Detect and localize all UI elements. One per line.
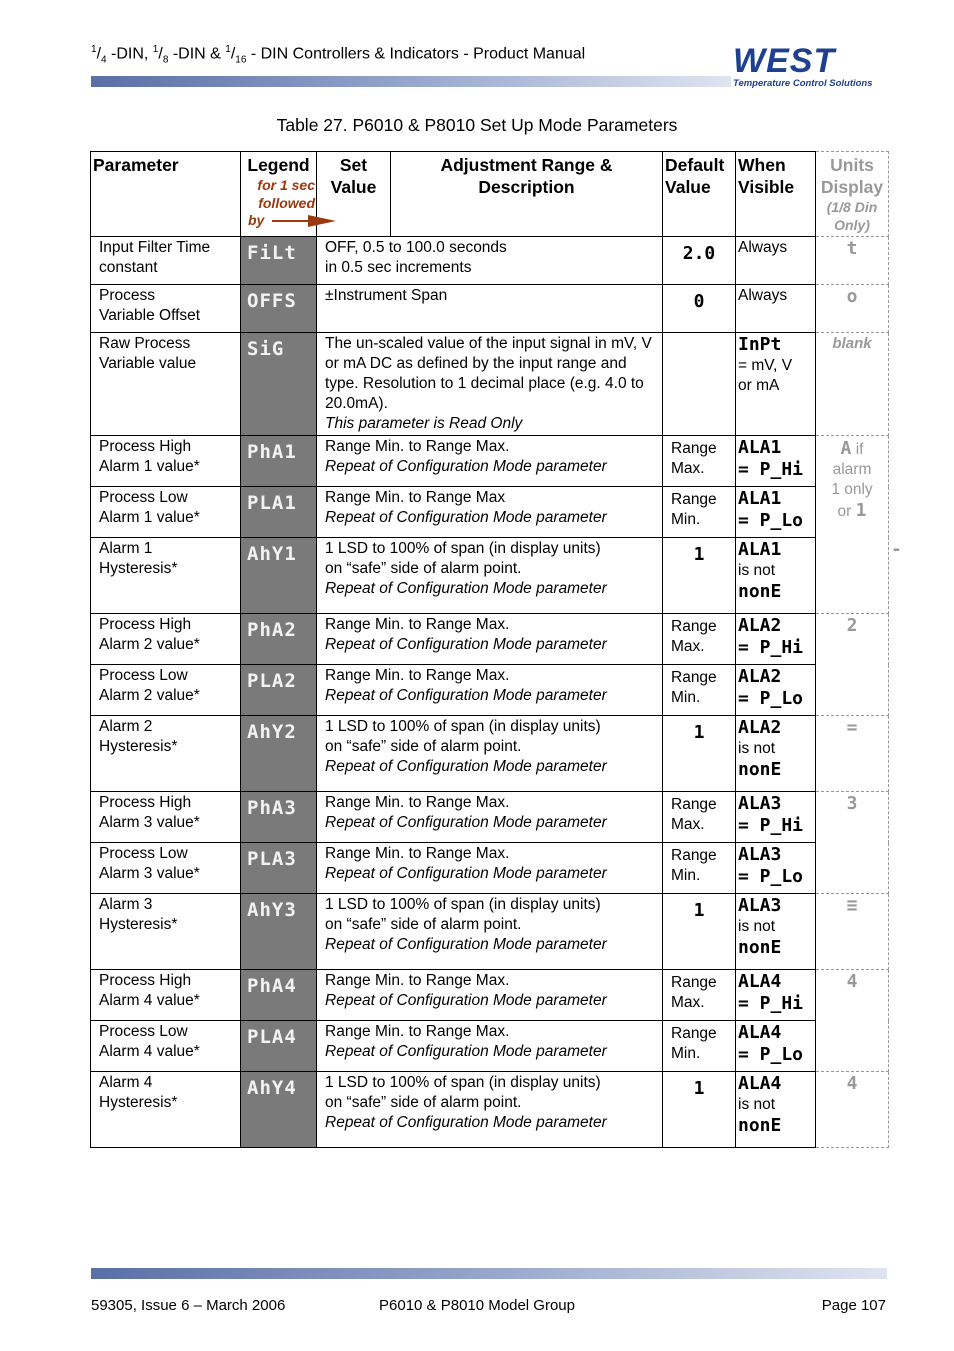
adjustment-description: Range Min. to Range Max Repeat of Configuration Mode parameter xyxy=(317,487,663,538)
table-row xyxy=(91,894,889,970)
units-display: o xyxy=(816,285,889,333)
default-value xyxy=(663,333,736,436)
units-display: 2 xyxy=(816,614,889,716)
adjustment-description: Range Min. to Range Max. Repeat of Configuration Mode parameter xyxy=(317,614,663,665)
legend-display: FiLt xyxy=(241,237,317,285)
parameter-name: Process Variable Offset xyxy=(91,285,241,333)
legend-display: OFFS xyxy=(241,285,317,333)
legend-display: AhY1 xyxy=(241,538,317,614)
footer-divider-bar xyxy=(91,1268,887,1279)
logo-wordmark: WEST xyxy=(733,42,836,80)
visibility-condition: ALA3 is not nonE xyxy=(736,894,816,970)
default-value: Range Min. xyxy=(663,487,736,538)
header-set-value: Set Value xyxy=(317,152,391,237)
legend-display: PhA2 xyxy=(241,614,317,665)
default-value: Range Max. xyxy=(663,792,736,843)
table-row xyxy=(91,1021,889,1072)
header-default-value: Default Value xyxy=(663,152,736,237)
footer-model-group: P6010 & P8010 Model Group xyxy=(379,1297,575,1314)
adjustment-description: Range Min. to Range Max. Repeat of Configuration Mode parameter xyxy=(317,1021,663,1072)
header-legend: Legend for 1 sec followed xyxy=(241,152,317,237)
header-adjustment-range: Adjustment Range & Description xyxy=(391,152,663,237)
default-value: 1 xyxy=(663,1072,736,1148)
legend-display: AhY3 xyxy=(241,894,317,970)
parameter-name: Alarm 2 Hysteresis* xyxy=(91,716,241,792)
default-value: Range Min. xyxy=(663,843,736,894)
table-caption: Table 27. P6010 & P8010 Set Up Mode Parameters xyxy=(276,115,678,135)
visibility-condition: Always xyxy=(736,237,816,285)
units-display: = xyxy=(816,716,889,792)
parameter-name: Process Low Alarm 2 value* xyxy=(91,665,241,716)
table-row xyxy=(91,237,889,285)
legend-note: for 1 sec followed xyxy=(257,177,315,211)
parameter-name: Raw Process Variable value xyxy=(91,333,241,436)
default-value: 1 xyxy=(663,538,736,614)
adjustment-description: Range Min. to Range Max. Repeat of Configuration Mode parameter xyxy=(317,792,663,843)
parameter-name: Process High Alarm 4 value* xyxy=(91,970,241,1021)
adjustment-description: OFF, 0.5 to 100.0 seconds in 0.5 sec increments xyxy=(317,237,663,285)
table-row xyxy=(91,970,889,1021)
legend-display: PhA1 xyxy=(241,436,317,487)
table-row xyxy=(91,436,889,487)
visibility-condition: ALA1 = P_Hi xyxy=(736,436,816,487)
adjustment-description: 1 LSD to 100% of span (in display units) on “safe” side of alarm point. Repeat of Configuration Mode parameter xyxy=(317,716,663,792)
default-value: Range Max. xyxy=(663,436,736,487)
logo-tagline: Temperature Control Solutions xyxy=(733,78,873,89)
adjustment-description: 1 LSD to 100% of span (in display units) on “safe” side of alarm point. Repeat of Configuration Mode parameter xyxy=(317,1072,663,1148)
units-display: 4 xyxy=(816,970,889,1072)
header-divider-bar xyxy=(91,76,731,87)
legend-display: PLA4 xyxy=(241,1021,317,1072)
legend-display: AhY4 xyxy=(241,1072,317,1148)
default-value: Range Max. xyxy=(663,970,736,1021)
arrow-right-icon xyxy=(272,215,336,227)
adjustment-description: ±Instrument Span xyxy=(317,285,663,333)
table-header-row xyxy=(91,152,889,237)
default-value: Range Min. xyxy=(663,665,736,716)
parameter-name: Process High Alarm 1 value* xyxy=(91,436,241,487)
default-value: 0 xyxy=(663,285,736,333)
units-display: 3 xyxy=(816,792,889,894)
table-row xyxy=(91,487,889,538)
legend-display: PhA4 xyxy=(241,970,317,1021)
adjustment-description: Range Min. to Range Max. Repeat of Configuration Mode parameter xyxy=(317,843,663,894)
table-row xyxy=(91,1072,889,1148)
header-units-display: Units Display (1/8 Din Only) xyxy=(816,152,889,237)
units-display: A if alarm 1 only or 1 xyxy=(816,436,889,614)
visibility-condition: ALA1 is not nonE xyxy=(736,538,816,614)
visibility-condition: ALA1 = P_Lo xyxy=(736,487,816,538)
visibility-condition: Always xyxy=(736,285,816,333)
visibility-condition: ALA3 = P_Hi xyxy=(736,792,816,843)
units-display: 4 xyxy=(816,1072,889,1148)
units-display: blank xyxy=(816,333,889,436)
table-row xyxy=(91,843,889,894)
parameter-name: Alarm 1 Hysteresis* xyxy=(91,538,241,614)
visibility-condition: InPt = mV, V or mA xyxy=(736,333,816,436)
visibility-condition: ALA2 is not nonE xyxy=(736,716,816,792)
table-row xyxy=(91,716,889,792)
legend-display: AhY2 xyxy=(241,716,317,792)
parameter-name: Alarm 4 Hysteresis* xyxy=(91,1072,241,1148)
table-row xyxy=(91,285,889,333)
adjustment-description: 1 LSD to 100% of span (in display units) on “safe” side of alarm point. Repeat of Configuration Mode parameter xyxy=(317,538,663,614)
parameter-name: Process High Alarm 2 value* xyxy=(91,614,241,665)
header-parameter: Parameter xyxy=(91,152,241,237)
legend-arrow-note: by xyxy=(248,212,336,228)
legend-display: PhA3 xyxy=(241,792,317,843)
adjustment-description: The un-scaled value of the input signal in mV, V or mA DC as defined by the input range and type. Resolution to 1 decimal place (e.g. 4.0 to 20.0mA). This parameter is Read Only xyxy=(317,333,663,436)
adjustment-description: 1 LSD to 100% of span (in display units) on “safe” side of alarm point. Repeat of Configuration Mode parameter xyxy=(317,894,663,970)
adjustment-description: Range Min. to Range Max. Repeat of Configuration Mode parameter xyxy=(317,436,663,487)
footer-page-number: Page 107 xyxy=(821,1297,886,1314)
visibility-condition: ALA2 = P_Lo xyxy=(736,665,816,716)
units-display: t xyxy=(816,237,889,285)
visibility-condition: ALA4 is not nonE xyxy=(736,1072,816,1148)
visibility-condition: ALA4 = P_Hi xyxy=(736,970,816,1021)
adjustment-description: Range Min. to Range Max. Repeat of Configuration Mode parameter xyxy=(317,665,663,716)
document-header-title: $^1/_4$ -DIN, $^1/_8$ -DIN & $^1/_{16}$ - DIN Controllers & Indicators - Product Manual xyxy=(91,44,586,66)
legend-display: PLA3 xyxy=(241,843,317,894)
setup-parameters-table xyxy=(90,151,902,1148)
west-logo xyxy=(733,44,888,88)
default-value: 1 xyxy=(663,894,736,970)
default-value: Range Max. xyxy=(663,614,736,665)
footer-issue: 59305, Issue 6 – March 2006 xyxy=(91,1297,286,1314)
default-value: 1 xyxy=(663,716,736,792)
visibility-condition: ALA4 = P_Lo xyxy=(736,1021,816,1072)
visibility-condition: ALA3 = P_Lo xyxy=(736,843,816,894)
parameter-name: Process Low Alarm 4 value* xyxy=(91,1021,241,1072)
table-row: Alarm 1 Hysteresis* AhY1 1 LSD to 100% of span (in display units) on “safe” side of alarm point. Repeat of Configuration Mode parameter 1 ALA1 is not nonE - xyxy=(91,538,889,614)
legend-display: PLA1 xyxy=(241,487,317,538)
parameter-name: Process Low Alarm 3 value* xyxy=(91,843,241,894)
table-row xyxy=(91,665,889,716)
table-row xyxy=(91,792,889,843)
adjustment-description: Range Min. to Range Max. Repeat of Configuration Mode parameter xyxy=(317,970,663,1021)
table-row xyxy=(91,333,889,436)
table-row xyxy=(91,614,889,665)
default-value: 2.0 xyxy=(663,237,736,285)
visibility-condition: ALA2 = P_Hi xyxy=(736,614,816,665)
units-display: ≡ xyxy=(816,894,889,970)
legend-display: PLA2 xyxy=(241,665,317,716)
default-value: Range Min. xyxy=(663,1021,736,1072)
parameter-name: Process Low Alarm 1 value* xyxy=(91,487,241,538)
legend-display: SiG xyxy=(241,333,317,436)
parameter-name: Process High Alarm 3 value* xyxy=(91,792,241,843)
header-when-visible: When Visible xyxy=(736,152,816,237)
parameter-name: Alarm 3 Hysteresis* xyxy=(91,894,241,970)
parameter-name: Input Filter Time constant xyxy=(91,237,241,285)
